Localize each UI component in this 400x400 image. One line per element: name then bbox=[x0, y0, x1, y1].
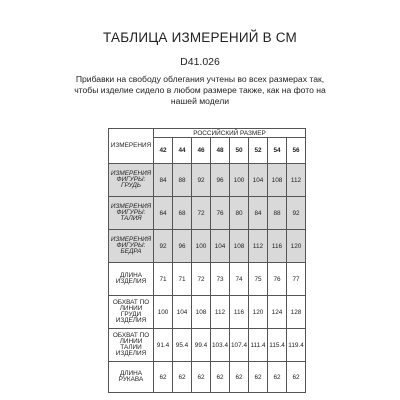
table-cell: 112 bbox=[249, 230, 268, 263]
row-label: ИЗМЕРЕНИЯ ФИГУРЫ: БЕДРА bbox=[109, 230, 154, 263]
size-header: 46 bbox=[192, 138, 211, 164]
table-cell: 91.4 bbox=[154, 329, 173, 362]
table-row bbox=[109, 197, 306, 230]
row-label: ДЛИНА РУКАВА bbox=[109, 362, 154, 393]
row-label: ОБХВАТ ПО ЛИНИИ ТАЛИИ ИЗДЕЛИЯ bbox=[109, 329, 154, 362]
table-cell: 92 bbox=[287, 197, 306, 230]
table-cell: 88 bbox=[173, 164, 192, 197]
table-cell: 92 bbox=[192, 164, 211, 197]
table-cell: 108 bbox=[268, 164, 287, 197]
table-cell: 62 bbox=[230, 362, 249, 393]
table-cell: 77 bbox=[287, 263, 306, 296]
table-cell: 100 bbox=[154, 296, 173, 329]
size-header: 50 bbox=[230, 138, 249, 164]
table-cell: 112 bbox=[211, 296, 230, 329]
table-cell: 68 bbox=[173, 197, 192, 230]
table-cell: 84 bbox=[154, 164, 173, 197]
row-label: ИЗМЕРЕНИЯ ФИГУРЫ: ТАЛИЯ bbox=[109, 197, 154, 230]
table-cell: 100 bbox=[230, 164, 249, 197]
table-row bbox=[109, 296, 306, 329]
row-label: ОБХВАТ ПО ЛИНИИ ГРУДИ ИЗДЕЛИЯ bbox=[109, 296, 154, 329]
table-cell: 108 bbox=[230, 230, 249, 263]
row-label: ДЛИНА ИЗДЕЛИЯ bbox=[109, 263, 154, 296]
header-label: ИЗМЕРЕНИЯ bbox=[109, 129, 154, 164]
table-cell: 74 bbox=[230, 263, 249, 296]
table-cell: 112 bbox=[287, 164, 306, 197]
table-cell: 115.4 bbox=[268, 329, 287, 362]
table-row bbox=[109, 362, 306, 393]
table-cell: 96 bbox=[173, 230, 192, 263]
size-header: 44 bbox=[173, 138, 192, 164]
table-cell: 99.4 bbox=[192, 329, 211, 362]
table-cell: 116 bbox=[230, 296, 249, 329]
table-cell: 75 bbox=[249, 263, 268, 296]
table-cell: 62 bbox=[154, 362, 173, 393]
table-cell: 80 bbox=[230, 197, 249, 230]
size-header: 54 bbox=[268, 138, 287, 164]
page-title: ТАБЛИЦА ИЗМЕРЕНИЙ В СМ bbox=[103, 30, 297, 45]
table-cell: 104 bbox=[249, 164, 268, 197]
table-cell: 71 bbox=[154, 263, 173, 296]
size-header: 42 bbox=[154, 138, 173, 164]
table-cell: 84 bbox=[249, 197, 268, 230]
size-group-header: РОССИЙСКИЙ РАЗМЕР bbox=[154, 129, 306, 138]
table-row bbox=[109, 329, 306, 362]
table-cell: 119.4 bbox=[287, 329, 306, 362]
table-cell: 71 bbox=[173, 263, 192, 296]
table-cell: 72 bbox=[192, 197, 211, 230]
table-cell: 62 bbox=[211, 362, 230, 393]
table-cell: 108 bbox=[192, 296, 211, 329]
table-row bbox=[109, 263, 306, 296]
table-cell: 107.4 bbox=[230, 329, 249, 362]
table-cell: 88 bbox=[268, 197, 287, 230]
table-cell: 62 bbox=[192, 362, 211, 393]
table-cell: 62 bbox=[249, 362, 268, 393]
table-cell: 92 bbox=[154, 230, 173, 263]
table-cell: 76 bbox=[268, 263, 287, 296]
table-cell: 104 bbox=[211, 230, 230, 263]
size-table bbox=[108, 128, 306, 393]
table-cell: 120 bbox=[287, 230, 306, 263]
table-cell: 128 bbox=[287, 296, 306, 329]
table-cell: 100 bbox=[192, 230, 211, 263]
table-cell: 95.4 bbox=[173, 329, 192, 362]
table-cell: 62 bbox=[268, 362, 287, 393]
table-cell: 62 bbox=[287, 362, 306, 393]
table-cell: 62 bbox=[173, 362, 192, 393]
table-cell: 116 bbox=[268, 230, 287, 263]
table-cell: 111.4 bbox=[249, 329, 268, 362]
size-header: 48 bbox=[211, 138, 230, 164]
table-cell: 124 bbox=[268, 296, 287, 329]
table-cell: 73 bbox=[211, 263, 230, 296]
table-cell: 103.4 bbox=[211, 329, 230, 362]
table-cell: 64 bbox=[154, 197, 173, 230]
table-row bbox=[109, 230, 306, 263]
article-code: D41.026 bbox=[180, 56, 220, 68]
size-header: 56 bbox=[287, 138, 306, 164]
table-cell: 76 bbox=[211, 197, 230, 230]
fit-note: Прибавки на свободу облегания учтены во всех размерах так, чтобы изделие сидело в любом размере также, как на фото на нашей модели bbox=[74, 74, 326, 106]
table-cell: 96 bbox=[211, 164, 230, 197]
table-row bbox=[109, 164, 306, 197]
row-label: ИЗМЕРЕНИЯ ФИГУРЫ: ГРУДЬ bbox=[109, 164, 154, 197]
table-cell: 104 bbox=[173, 296, 192, 329]
table-cell: 72 bbox=[192, 263, 211, 296]
table-cell: 120 bbox=[249, 296, 268, 329]
size-header: 52 bbox=[249, 138, 268, 164]
